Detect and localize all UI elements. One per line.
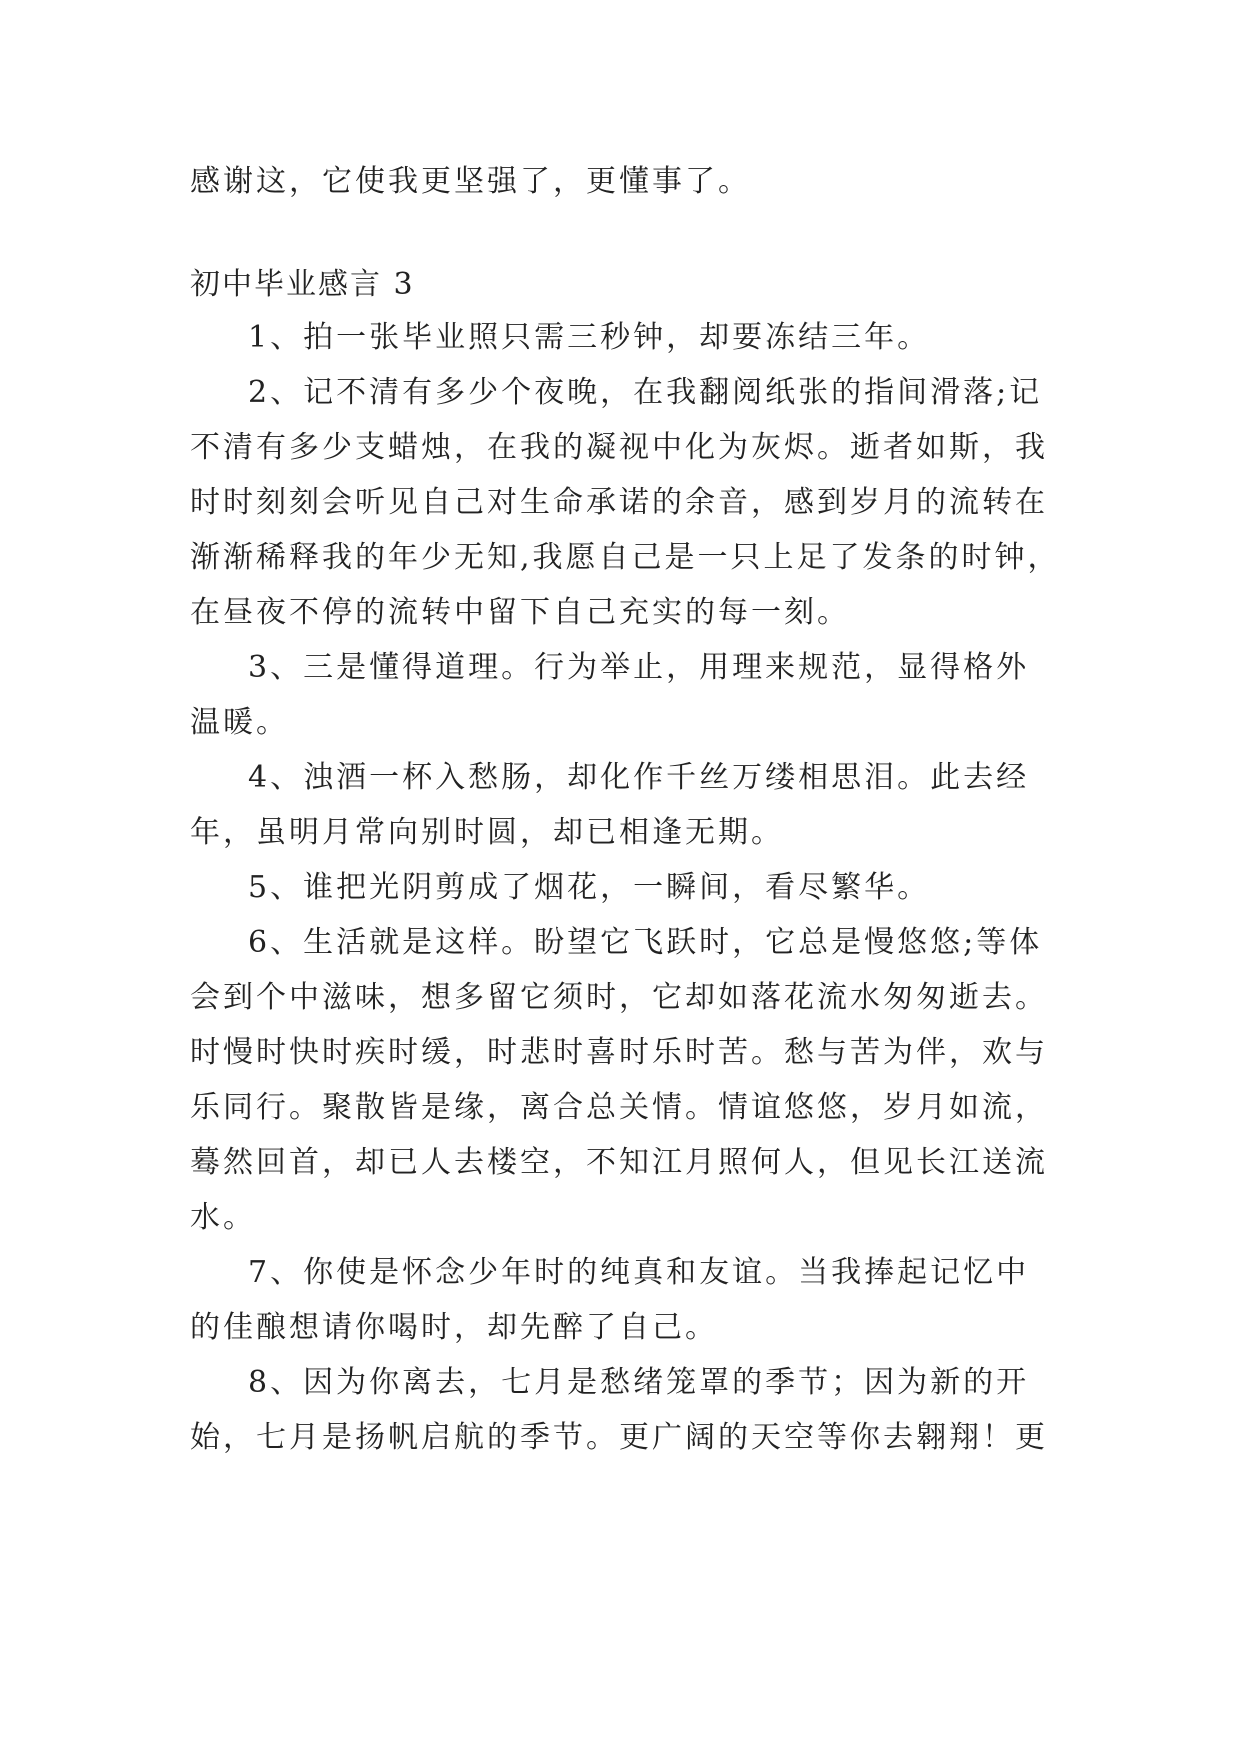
paragraph-2-line-4: 渐渐稀释我的年少无知,我愿自己是一只上足了发条的时钟， bbox=[190, 540, 1061, 575]
paragraph-4-line-2: 年，虽明月常向别时圆，却已相逢无期。 bbox=[190, 815, 784, 850]
intro-line: 感谢这，它使我更坚强了，更懂事了。 bbox=[190, 164, 751, 199]
paragraph-8-line-2: 始，七月是扬帆启航的季节。更广阔的天空等你去翱翔！更 bbox=[190, 1420, 1048, 1455]
paragraph-3-line-2: 温暖。 bbox=[190, 705, 289, 740]
paragraph-2-line-3: 时时刻刻会听见自己对生命承诺的余音，感到岁月的流转在 bbox=[190, 485, 1048, 520]
paragraph-8-line-1: 8、因为你离去，七月是愁绪笼罩的季节；因为新的开 bbox=[248, 1365, 1030, 1400]
paragraph-4-line-1: 4、浊酒一杯入愁肠，却化作千丝万缕相思泪。此去经 bbox=[248, 760, 1030, 795]
paragraph-6-line-1: 6、生活就是这样。盼望它飞跃时，它总是慢悠悠;等体 bbox=[248, 925, 1043, 960]
paragraph-6-line-6: 水。 bbox=[190, 1200, 256, 1235]
paragraph-2-line-2: 不清有多少支蜡烛，在我的凝视中化为灰烬。逝者如斯，我 bbox=[190, 430, 1048, 465]
paragraph-2-line-5: 在昼夜不停的流转中留下自己充实的每一刻。 bbox=[190, 595, 850, 630]
paragraph-7-line-2: 的佳酿想请你喝时，却先醉了自己。 bbox=[190, 1310, 718, 1345]
paragraph-6-line-2: 会到个中滋味，想多留它须时，它却如落花流水匆匆逝去。 bbox=[190, 980, 1048, 1015]
paragraph-3-line-1: 3、三是懂得道理。行为举止，用理来规范，显得格外 bbox=[248, 650, 1030, 685]
section-title: 初中毕业感言 3 bbox=[190, 267, 415, 302]
paragraph-6-line-5: 蓦然回首，却已人去楼空，不知江月照何人，但见长江送流 bbox=[190, 1145, 1048, 1180]
paragraph-6-line-3: 时慢时快时疾时缓，时悲时喜时乐时苦。愁与苦为伴，欢与 bbox=[190, 1035, 1048, 1070]
paragraph-1-line-1: 1、拍一张毕业照只需三秒钟，却要冻结三年。 bbox=[248, 320, 931, 355]
paragraph-7-line-1: 7、你使是怀念少年时的纯真和友谊。当我捧起记忆中 bbox=[248, 1255, 1030, 1290]
paragraph-2-line-1: 2、记不清有多少个夜晚，在我翻阅纸张的指间滑落;记 bbox=[248, 375, 1043, 410]
paragraph-6-line-4: 乐同行。聚散皆是缘，离合总关情。情谊悠悠，岁月如流， bbox=[190, 1090, 1048, 1125]
paragraph-5-line-1: 5、谁把光阴剪成了烟花，一瞬间，看尽繁华。 bbox=[248, 870, 931, 905]
